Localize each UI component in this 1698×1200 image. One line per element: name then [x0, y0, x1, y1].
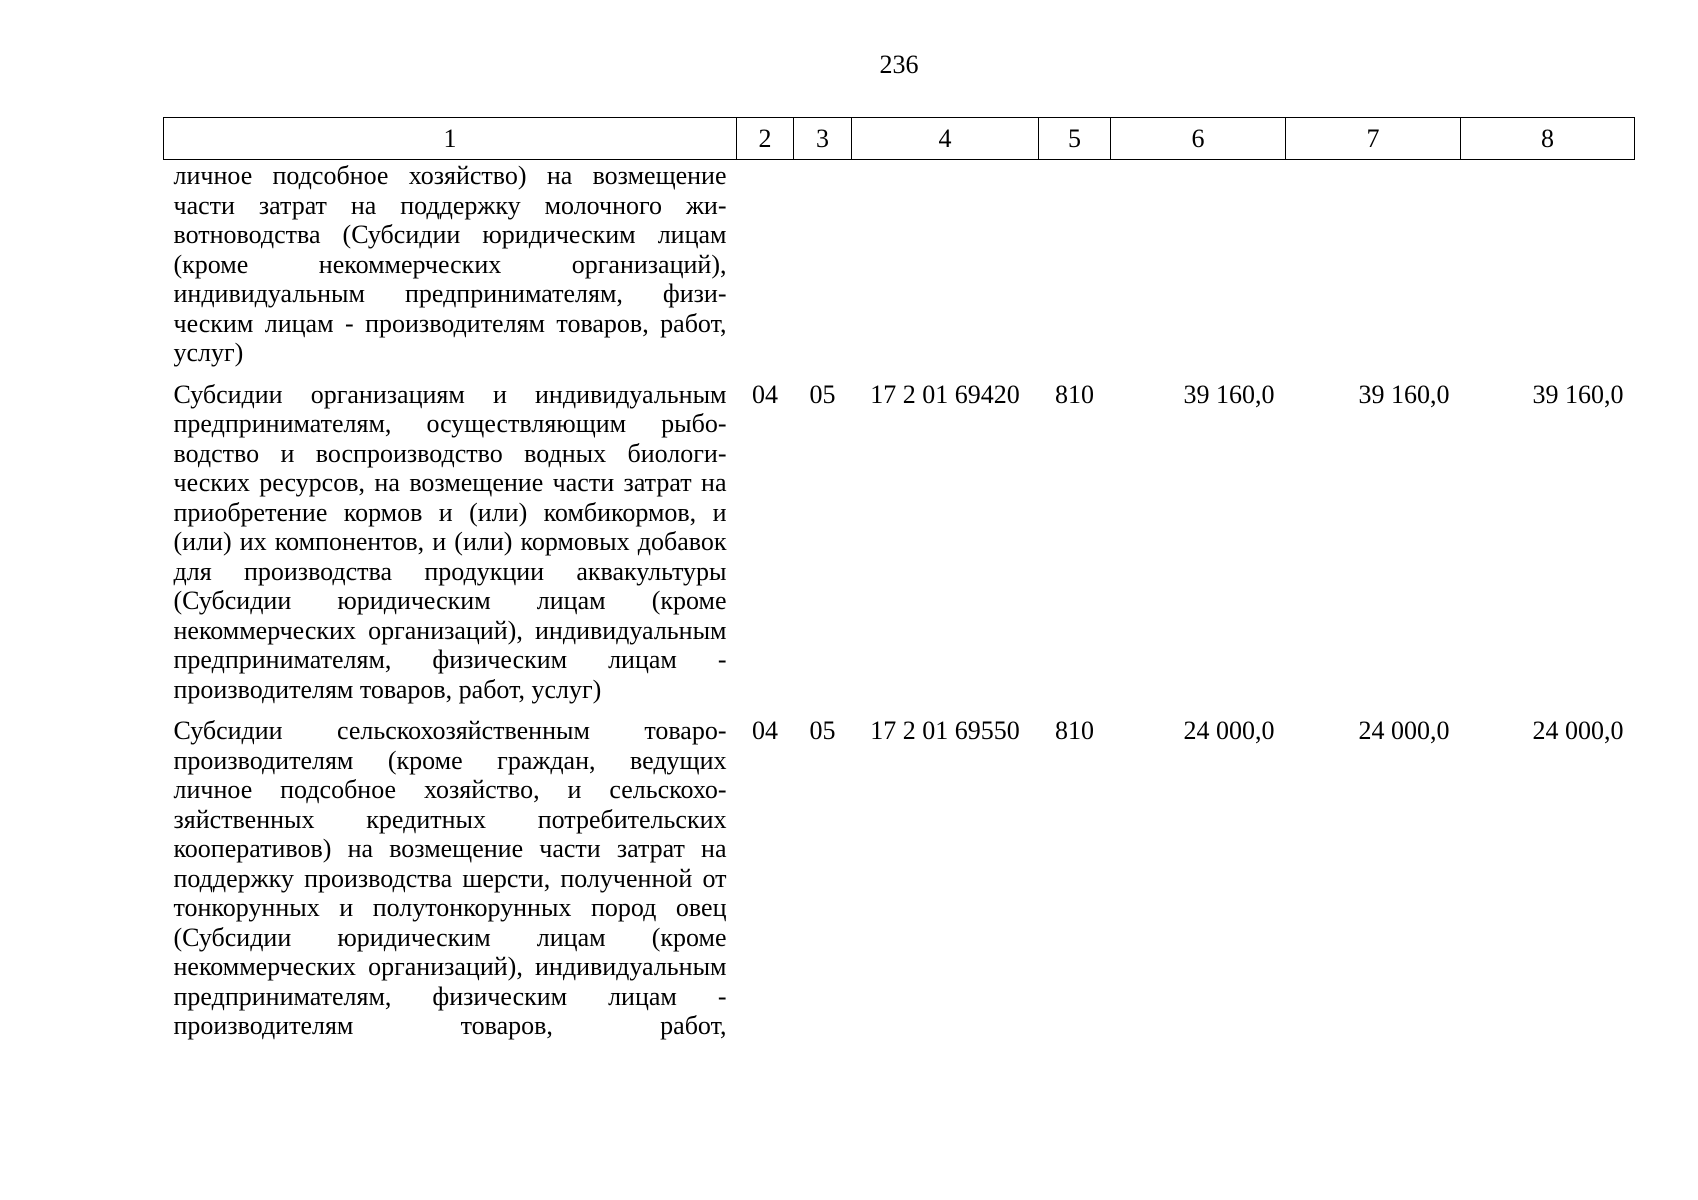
- column-header-1: 1: [164, 118, 737, 160]
- column-header-8: 8: [1461, 118, 1635, 160]
- amount-col7-cell: [1286, 160, 1461, 380]
- target-article-cell: 17 2 01 69550: [870, 716, 1020, 745]
- expense-type-cell: 810: [1055, 379, 1094, 409]
- section-code-cell: 04: [752, 379, 778, 409]
- target-article-cell: [852, 160, 1039, 380]
- subsection-code-cell: [794, 160, 852, 380]
- column-header-4: 4: [852, 118, 1039, 160]
- column-header-2: 2: [737, 118, 794, 160]
- table-header: [164, 118, 1635, 160]
- header-row: [164, 118, 1635, 160]
- page-number: 236: [879, 50, 919, 79]
- target-article-cell: 17 2 01 69420: [870, 379, 1020, 409]
- table-body: [164, 160, 1635, 1053]
- budget-table: [163, 117, 1635, 1053]
- subsection-code-cell: 05: [809, 716, 836, 745]
- amount-col6-cell: 39 160,0: [1183, 379, 1275, 409]
- column-header-3: 3: [794, 118, 852, 160]
- table-row: [164, 380, 1635, 717]
- amount-col8-cell: 39 160,0: [1532, 379, 1624, 409]
- subsection-code-cell: 05: [809, 379, 836, 409]
- column-header-7: 7: [1286, 118, 1461, 160]
- column-header-5: 5: [1039, 118, 1111, 160]
- row-name-cell: личное подсобное хозяйство) на возмещение части затрат на поддержку молочного животноводства (Субсидии юридическим лицам (кроме некоммерческих организаций), индивидуальным предпринимателям, физическим лицам - производителям товаров, работ, услуг): [173, 161, 727, 367]
- amount-col8-cell: 24 000,0: [1532, 716, 1624, 745]
- expense-type-cell: [1039, 160, 1111, 380]
- amount-col7-cell: 39 160,0: [1358, 379, 1450, 409]
- table-row: [164, 160, 1635, 380]
- section-code-cell: [737, 160, 794, 380]
- amount-col6-cell: 24 000,0: [1183, 716, 1275, 745]
- amount-col8-cell: [1461, 160, 1635, 380]
- amount-col7-cell: 24 000,0: [1358, 716, 1450, 745]
- column-header-6: 6: [1111, 118, 1286, 160]
- row-name-cell: Субсидии сельскохозяйственным товаропроизводителям (кроме граждан, ведущих личное подсобное хозяйство, и сельскохозяйственных кредитных потребительских кооперативов) на возмещение части затрат на поддержку производства шерсти, полученной от тонкорунных и полутонкорунных пород овец (Субсидии юридическим лицам (кроме некоммерческих организаций), индивидуальным предпринимателям, физическим лицам - производителям товаров, работ,: [173, 716, 727, 1040]
- table-row: [164, 716, 1635, 1053]
- expense-type-cell: 810: [1055, 716, 1094, 745]
- amount-col6-cell: [1111, 160, 1286, 380]
- row-name-cell: Субсидии организациям и индивидуальным предпринимателям, осуществляющим рыбоводство и воспроизводство водных биологических ресурсов, на возмещение части затрат на приобретение кормов и (или) комбикормов, и (или) их компонентов, и (или) кормовых добавок для производства продукции аквакультуры (Субсидии юридическим лицам (кроме некоммерческих организаций), индивидуальным предпринимателям, физическим лицам - производителям товаров, работ, услуг): [173, 379, 727, 704]
- section-code-cell: 04: [752, 716, 778, 745]
